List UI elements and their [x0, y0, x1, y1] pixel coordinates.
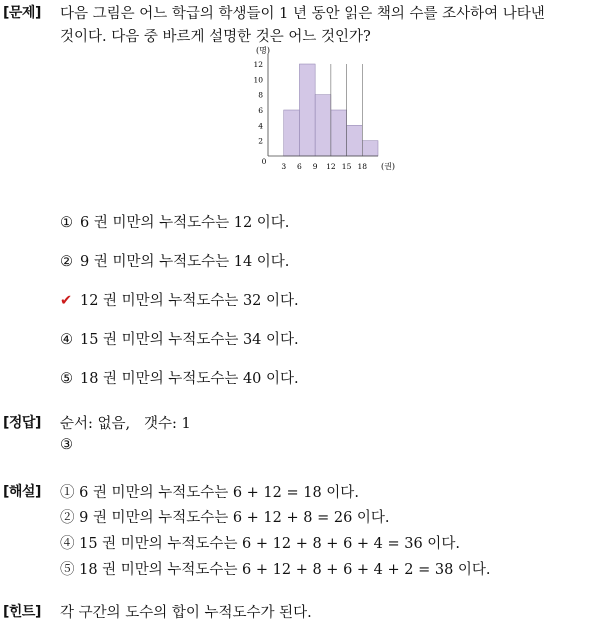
choice-5-text: 18 권 미만의 누적도수는 40 이다. — [80, 371, 299, 387]
hint-text: 각 구간의 도수의 합이 누적도수가 된다. — [60, 605, 312, 621]
choice-1-number: ① — [60, 215, 73, 231]
histogram-bar — [331, 110, 347, 156]
y-tick-label: 4 — [258, 121, 263, 131]
problem-text-line2: 것이다. 다음 중 바르게 설명한 것은 어느 것인가? — [60, 29, 371, 45]
answer-tag: [정답] — [3, 415, 41, 431]
y-tick-label: 2 — [258, 136, 263, 146]
y-axis-label: (명) — [256, 46, 270, 55]
histogram-bar — [347, 125, 363, 156]
problem-tag: [문제] — [3, 5, 41, 21]
explanation-line-4: ⑤ 18 권 미만의 누적도수는 6 + 12 + 8 + 6 + 4 + 2 = 38 이다. — [60, 562, 491, 578]
answer-order-count: 순서: 없음, 갯수: 1 — [60, 416, 191, 432]
x-tick-label: 18 — [357, 162, 368, 171]
choice-4-number: ④ — [60, 332, 73, 348]
choice-2[interactable] — [60, 250, 289, 271]
x-tick-label: 15 — [341, 162, 352, 171]
checkmark-icon: ✔ — [60, 293, 73, 309]
choice-5-number: ⑤ — [60, 371, 73, 387]
histogram-chart — [250, 44, 410, 176]
x-tick-label: 9 — [312, 162, 318, 171]
y-tick-label: 12 — [253, 60, 263, 69]
explanation-line-1: ① 6 권 미만의 누적도수는 6 + 12 = 18 이다. — [60, 485, 359, 501]
x-tick-label: 0 — [261, 157, 267, 166]
hint-tag: [힌트] — [3, 604, 41, 620]
x-tick-label: 3 — [281, 162, 287, 171]
x-axis-label: (권) — [381, 162, 395, 171]
choice-3-text: 12 권 미만의 누적도수는 32 이다. — [80, 293, 299, 309]
histogram-bar — [315, 95, 331, 156]
y-tick-label: 6 — [258, 106, 263, 115]
choice-4-text: 15 권 미만의 누적도수는 34 이다. — [80, 332, 299, 348]
choice-1[interactable] — [60, 211, 289, 232]
y-tick-label: 8 — [258, 90, 263, 100]
choice-3[interactable] — [60, 289, 299, 310]
answer-value: ③ — [60, 437, 73, 453]
y-tick-label: 10 — [253, 75, 263, 85]
choice-1-text: 6 권 미만의 누적도수는 12 이다. — [80, 215, 290, 231]
explanation-line-2: ② 9 권 미만의 누적도수는 6 + 12 + 8 = 26 이다. — [60, 510, 390, 526]
choice-4[interactable] — [60, 328, 299, 349]
choice-2-number: ② — [60, 254, 73, 270]
histogram-bar — [299, 64, 315, 156]
x-tick-label: 12 — [326, 162, 336, 171]
choice-2-text: 9 권 미만의 누적도수는 14 이다. — [80, 254, 290, 270]
histogram-bar — [362, 141, 378, 156]
explanation-tag: [해설] — [3, 484, 41, 500]
x-tick-label: 6 — [297, 162, 302, 171]
choice-5[interactable] — [60, 367, 299, 388]
problem-text-line1: 다음 그림은 어느 학급의 학생들이 1 년 동안 읽은 책의 수를 조사하여 나타낸 — [60, 6, 545, 22]
histogram-bar — [284, 110, 300, 156]
explanation-line-3: ④ 15 권 미만의 누적도수는 6 + 12 + 8 + 6 + 4 = 36 이다. — [60, 536, 460, 552]
